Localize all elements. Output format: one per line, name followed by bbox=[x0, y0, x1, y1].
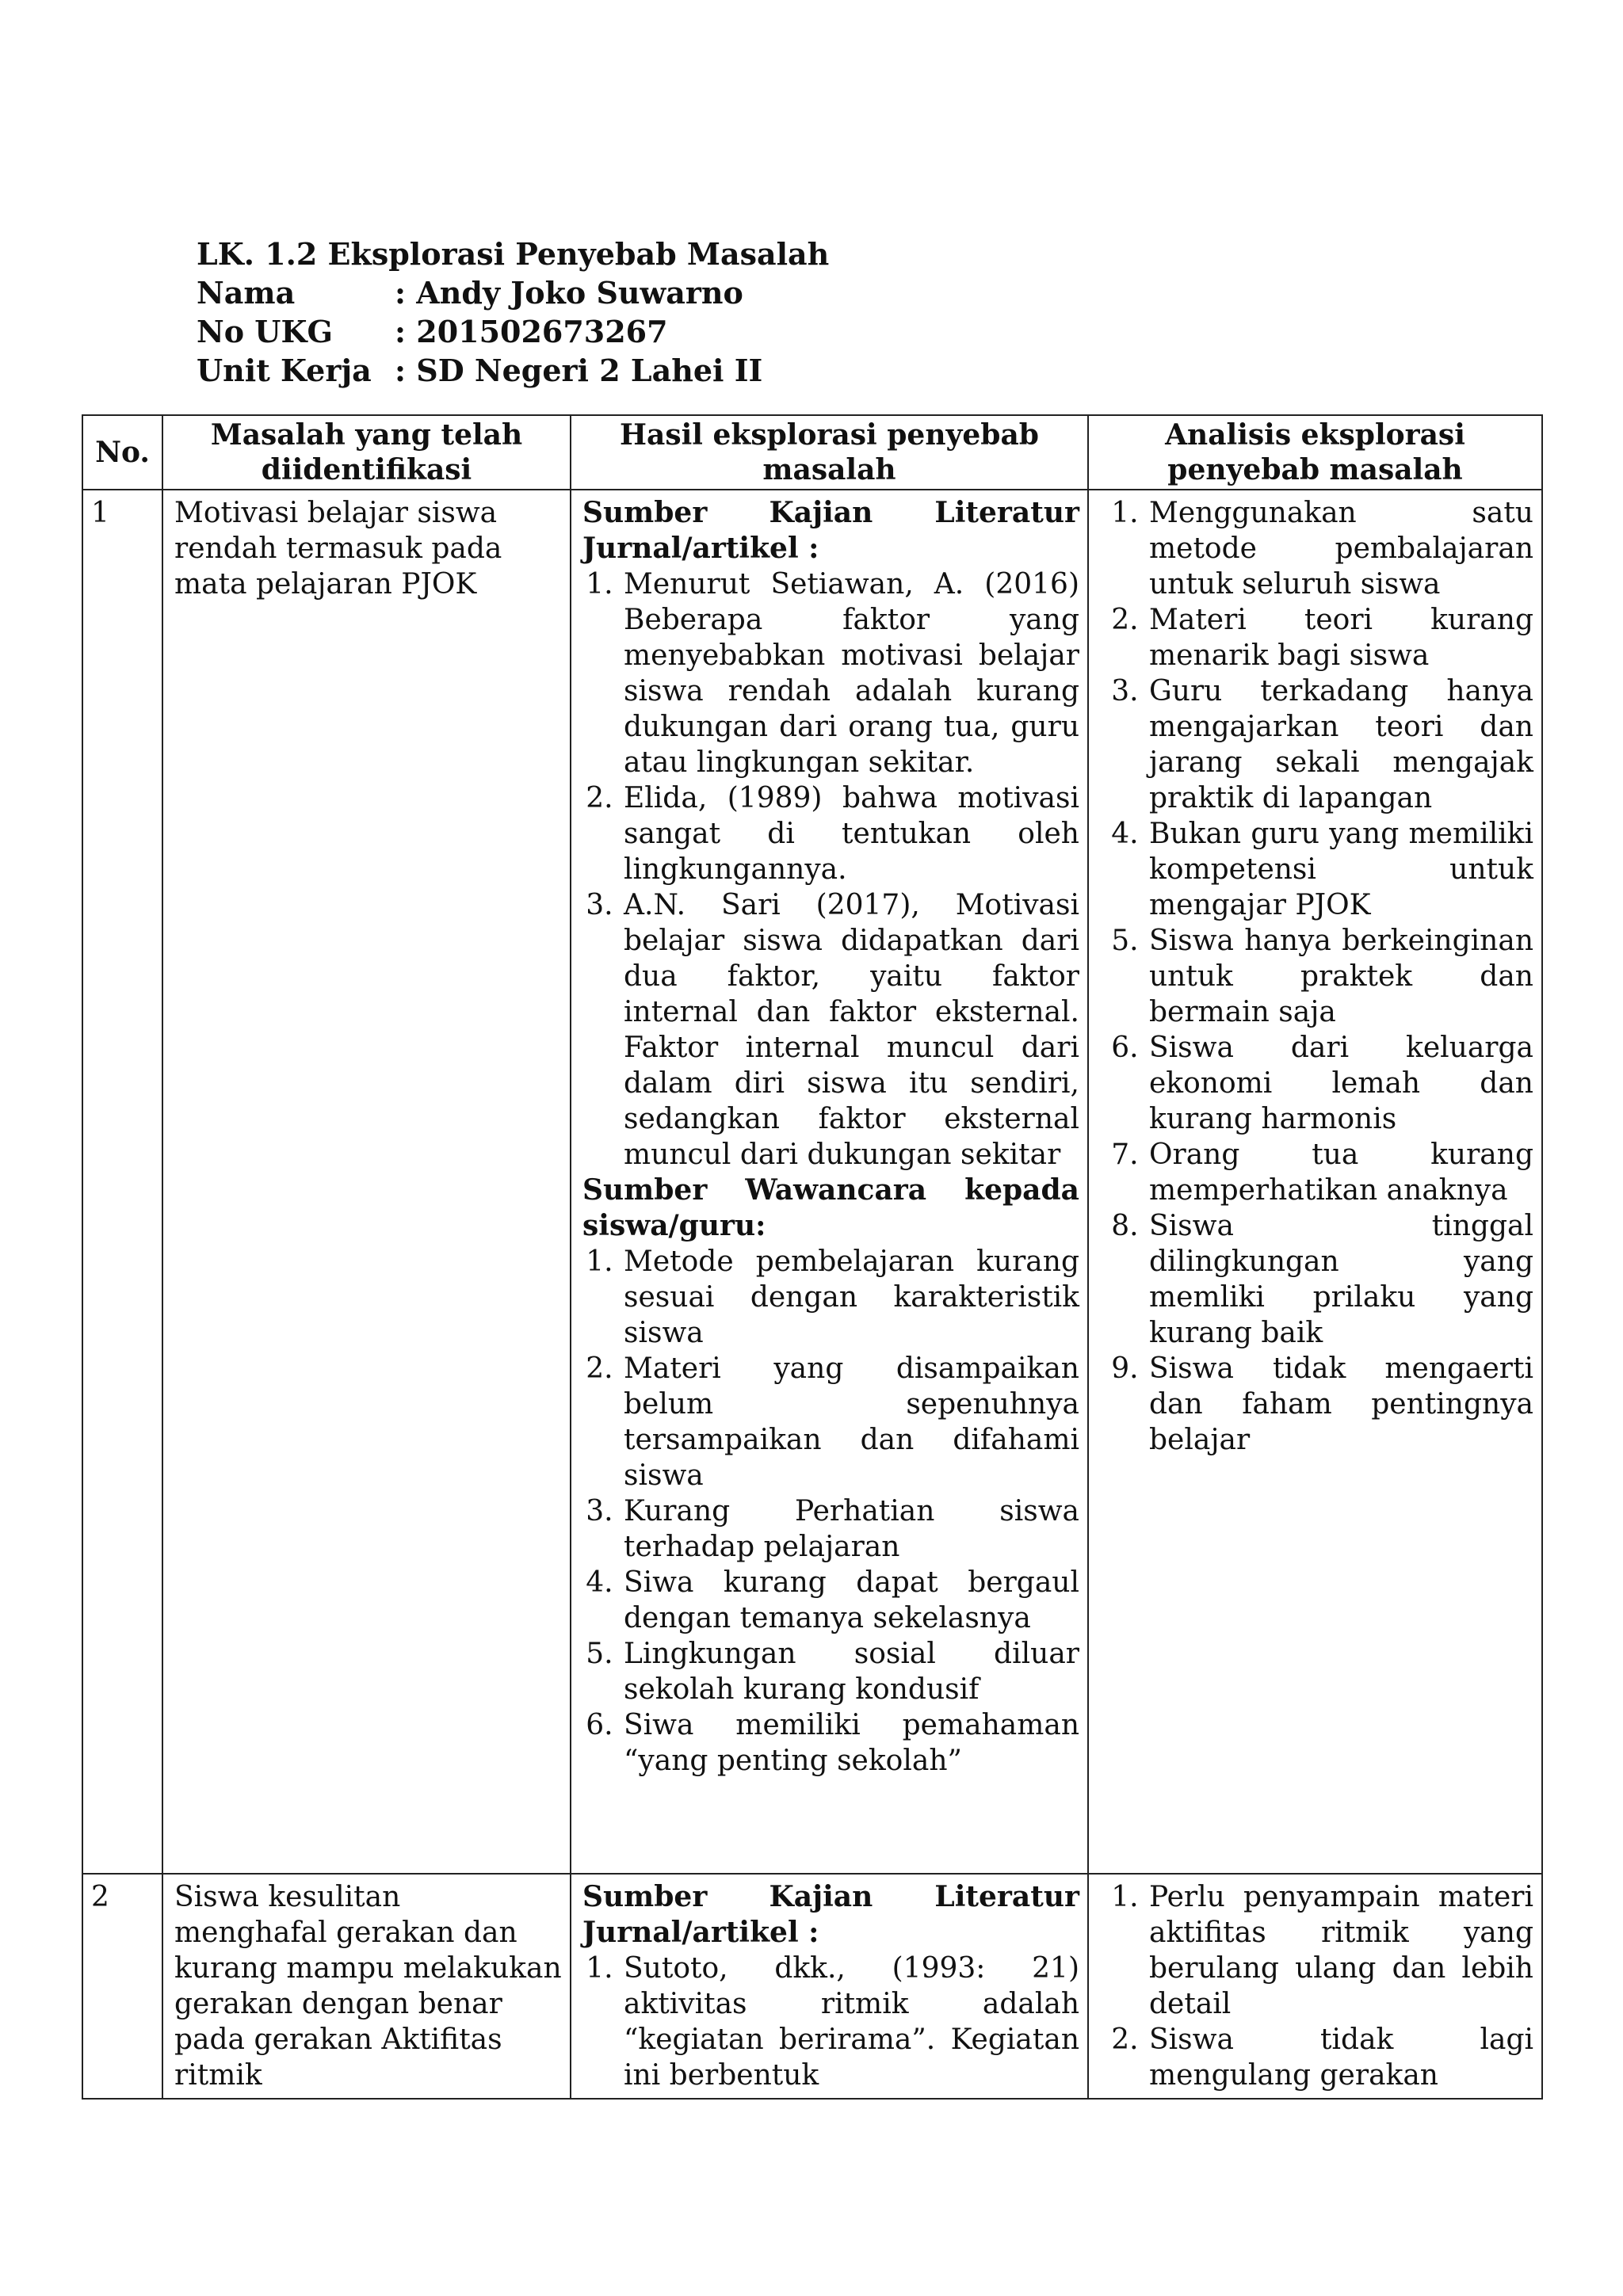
masalah-text: Siswa kesulitan menghafal gerakan dan kurang mampu melakukan gerakan dengan benar pada gerakan Aktifitas ritmik bbox=[174, 1881, 562, 2092]
column-header-analisis: Analisis eksplorasi penyebab masalah bbox=[1088, 415, 1542, 490]
row-number: 1 bbox=[82, 490, 162, 1874]
unit-label: Unit Kerja bbox=[197, 353, 372, 388]
name-value: : Andy Joko Suwarno bbox=[395, 275, 743, 311]
list-item: 2. Materi teori kurang menarik bagi siswa bbox=[1148, 602, 1533, 673]
list-item: 1. Menggunakan satu metode pembalajaran untuk seluruh siswa bbox=[1148, 495, 1533, 602]
document-header bbox=[197, 235, 829, 390]
problem-exploration-table bbox=[82, 414, 1543, 2100]
hasil-cell bbox=[571, 1874, 1088, 2099]
name-label: Nama bbox=[197, 275, 296, 311]
analysis-list bbox=[1100, 495, 1533, 1458]
table-row bbox=[82, 1874, 1542, 2099]
list-item: 1. Menurut Setiawan, A. (2016) Beberapa faktor yang menyebabkan motivasi belajar siswa rendah adalah kurang dukungan dari orang tua, guru atau lingkungan sekitar. bbox=[622, 566, 1079, 780]
list-item: 1. Perlu penyampain materi aktifitas ritmik yang berulang ulang dan lebih detail bbox=[1148, 1879, 1533, 2022]
list-item: 9. Siswa tidak mengaerti dan faham pentingnya belajar bbox=[1148, 1351, 1533, 1458]
table-header-row bbox=[82, 415, 1542, 490]
list-item: 1. Metode pembelajaran kurang sesuai dengan karakteristik siswa bbox=[622, 1244, 1079, 1351]
table-row bbox=[82, 490, 1542, 1874]
list-item: 2. Materi yang disampaikan belum sepenuhnya tersampaikan dan difahami siswa bbox=[622, 1351, 1079, 1493]
literature-list bbox=[582, 566, 1079, 1173]
literature-heading: Sumber Kajian Literatur Jurnal/artikel : bbox=[582, 1880, 1079, 1949]
analysis-list bbox=[1100, 1879, 1533, 2093]
analisis-cell bbox=[1088, 490, 1542, 1874]
list-item: 2. Elida, (1989) bahwa motivasi sangat di tentukan oleh lingkungannya. bbox=[622, 780, 1079, 887]
list-item: 6. Siwa memiliki pemahaman “yang penting sekolah” bbox=[622, 1707, 1079, 1779]
list-item: 1. Sutoto, dkk., (1993: 21) aktivitas ritmik adalah “kegiatan berirama”. Kegiatan ini berbentuk bbox=[622, 1951, 1079, 2093]
list-item: 3. Kurang Perhatian siswa terhadap pelajaran bbox=[622, 1493, 1079, 1565]
masalah-cell bbox=[162, 490, 571, 1874]
hasil-cell bbox=[571, 490, 1088, 1874]
column-header-no: No. bbox=[82, 415, 162, 490]
list-item: 5. Siswa hanya berkeinginan untuk praktek dan bermain saja bbox=[1148, 923, 1533, 1030]
list-item: 3. Guru terkadang hanya mengajarkan teori dan jarang sekali mengajak praktik di lapangan bbox=[1148, 673, 1533, 816]
row-number: 2 bbox=[82, 1874, 162, 2099]
unit-row bbox=[197, 351, 829, 390]
list-item: 4. Siwa kurang dapat bergaul dengan temanya sekelasnya bbox=[622, 1565, 1079, 1636]
column-header-masalah: Masalah yang telah diidentifikasi bbox=[162, 415, 571, 490]
ukg-row bbox=[197, 312, 829, 351]
list-item: 5. Lingkungan sosial diluar sekolah kurang kondusif bbox=[622, 1636, 1079, 1707]
literature-heading: Sumber Kajian Literatur Jurnal/artikel : bbox=[582, 496, 1079, 565]
literature-list bbox=[582, 1951, 1079, 2093]
list-item: 4. Bukan guru yang memiliki kompetensi untuk mengajar PJOK bbox=[1148, 816, 1533, 923]
analisis-cell bbox=[1088, 1874, 1542, 2099]
list-item: 2. Siswa tidak lagi mengulang gerakan bbox=[1148, 2022, 1533, 2093]
unit-value: : SD Negeri 2 Lahei II bbox=[395, 353, 763, 388]
ukg-label: No UKG bbox=[197, 314, 333, 349]
list-item: 7. Orang tua kurang memperhatikan anaknya bbox=[1148, 1137, 1533, 1208]
interview-heading: Sumber Wawancara kepada siswa/guru: bbox=[582, 1173, 1079, 1242]
masalah-text: Motivasi belajar siswa rendah termasuk pada mata pelajaran PJOK bbox=[174, 497, 502, 601]
ukg-value: : 201502673267 bbox=[395, 314, 668, 349]
list-item: 8. Siswa tinggal dilingkungan yang memliki prilaku yang kurang baik bbox=[1148, 1208, 1533, 1351]
list-item: 6. Siswa dari keluarga ekonomi lemah dan kurang harmonis bbox=[1148, 1030, 1533, 1137]
list-item: 3. A.N. Sari (2017), Motivasi belajar siswa didapatkan dari dua faktor, yaitu faktor internal dan faktor eksternal. Faktor internal muncul dari dalam diri siswa itu sendiri, sedangkan faktor eksternal muncul dari dukungan sekitar bbox=[622, 887, 1079, 1173]
masalah-cell bbox=[162, 1874, 571, 2099]
name-row bbox=[197, 273, 829, 312]
column-header-hasil: Hasil eksplorasi penyebab masalah bbox=[571, 415, 1088, 490]
interview-list bbox=[582, 1244, 1079, 1779]
worksheet-title: LK. 1.2 Eksplorasi Penyebab Masalah bbox=[197, 236, 830, 272]
